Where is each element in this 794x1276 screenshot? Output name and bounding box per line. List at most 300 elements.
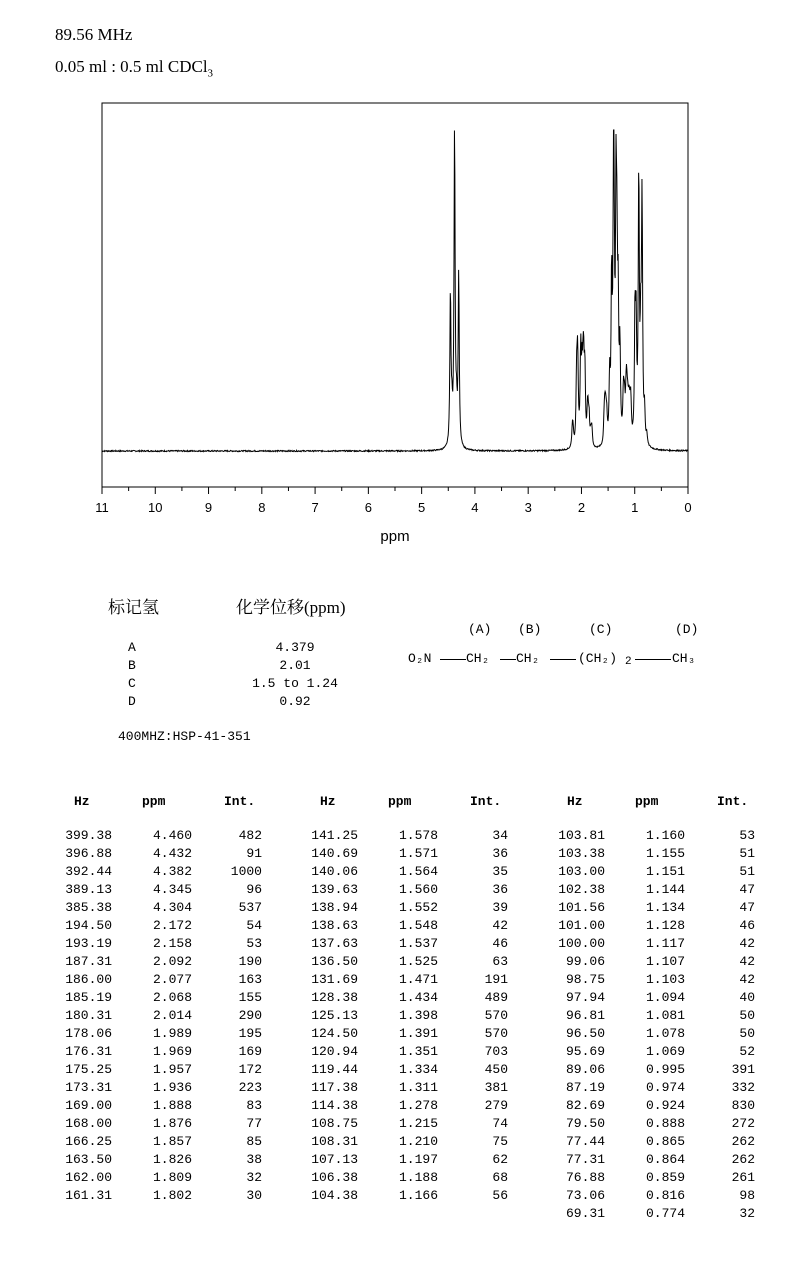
x-axis-tick-labels bbox=[95, 500, 691, 515]
peak-hz: 141.25 bbox=[311, 828, 358, 843]
peak-hz: 187.31 bbox=[65, 954, 112, 969]
peak-row bbox=[52, 954, 272, 972]
peak-intensity: 381 bbox=[484, 1080, 508, 1095]
peak-row bbox=[52, 972, 272, 990]
peak-hz: 108.75 bbox=[311, 1116, 358, 1131]
peak-ppm: 1.311 bbox=[398, 1080, 438, 1095]
peak-hz: 96.50 bbox=[565, 1026, 605, 1041]
peak-ppm: 4.432 bbox=[152, 846, 192, 861]
peak-ppm: 1.078 bbox=[645, 1026, 685, 1041]
peak-intensity: 51 bbox=[739, 864, 755, 879]
peak-row bbox=[298, 918, 518, 936]
peak-hz: 396.88 bbox=[65, 846, 112, 861]
peak-ppm: 1.525 bbox=[398, 954, 438, 969]
peak-table-header: Int. bbox=[717, 794, 749, 809]
peak-row bbox=[52, 1170, 272, 1188]
tick-label: 10 bbox=[148, 500, 163, 515]
peak-table-column bbox=[298, 828, 518, 1206]
peak-row bbox=[52, 1008, 272, 1026]
peak-intensity: 51 bbox=[739, 846, 755, 861]
peak-row bbox=[545, 1026, 765, 1044]
peak-ppm: 4.345 bbox=[152, 882, 192, 897]
peak-row bbox=[298, 1152, 518, 1170]
peak-ppm: 1.564 bbox=[398, 864, 438, 879]
peak-row bbox=[545, 1152, 765, 1170]
structure-bond bbox=[440, 659, 466, 660]
peak-row bbox=[298, 1098, 518, 1116]
peak-table-column bbox=[545, 828, 765, 1224]
peak-row bbox=[298, 1188, 518, 1206]
peak-row bbox=[298, 954, 518, 972]
peak-row bbox=[545, 972, 765, 990]
peak-intensity: 332 bbox=[731, 1080, 755, 1095]
peak-row bbox=[52, 1044, 272, 1062]
peak-hz: 107.13 bbox=[311, 1152, 358, 1167]
peak-ppm: 1.578 bbox=[398, 828, 438, 843]
peak-hz: 131.69 bbox=[311, 972, 358, 987]
peak-hz: 137.63 bbox=[311, 936, 358, 951]
peak-intensity: 83 bbox=[246, 1098, 262, 1113]
peak-row bbox=[545, 900, 765, 918]
peak-intensity: 537 bbox=[238, 900, 262, 915]
peak-row bbox=[298, 864, 518, 882]
peak-ppm: 1.334 bbox=[398, 1062, 438, 1077]
peak-hz: 87.19 bbox=[565, 1080, 605, 1095]
peak-row bbox=[52, 828, 272, 846]
peak-ppm: 4.382 bbox=[152, 864, 192, 879]
peak-hz: 102.38 bbox=[558, 882, 605, 897]
assignment-shift: 1.5 to 1.24 bbox=[252, 676, 338, 691]
peak-ppm: 1.278 bbox=[398, 1098, 438, 1113]
peak-ppm: 1.809 bbox=[152, 1170, 192, 1185]
peak-row bbox=[545, 1008, 765, 1026]
peak-hz: 139.63 bbox=[311, 882, 358, 897]
peak-hz: 120.94 bbox=[311, 1044, 358, 1059]
peak-intensity: 47 bbox=[739, 900, 755, 915]
peak-hz: 77.31 bbox=[565, 1152, 605, 1167]
peak-hz: 103.81 bbox=[558, 828, 605, 843]
peak-hz: 193.19 bbox=[65, 936, 112, 951]
peak-hz: 392.44 bbox=[65, 864, 112, 879]
peak-row bbox=[298, 846, 518, 864]
peak-hz: 101.00 bbox=[558, 918, 605, 933]
peak-ppm: 0.995 bbox=[645, 1062, 685, 1077]
peak-table-header: Hz bbox=[74, 794, 90, 809]
peak-hz: 117.38 bbox=[311, 1080, 358, 1095]
peak-intensity: 262 bbox=[731, 1134, 755, 1149]
peak-row bbox=[298, 936, 518, 954]
peak-intensity: 391 bbox=[731, 1062, 755, 1077]
peak-row bbox=[298, 828, 518, 846]
peak-hz: 185.19 bbox=[65, 990, 112, 1005]
peak-ppm: 1.802 bbox=[152, 1188, 192, 1203]
peak-intensity: 272 bbox=[731, 1116, 755, 1131]
spectrum-trace bbox=[102, 129, 688, 451]
peak-ppm: 1.936 bbox=[152, 1080, 192, 1095]
peak-ppm: 1.094 bbox=[645, 990, 685, 1005]
peak-hz: 103.00 bbox=[558, 864, 605, 879]
peak-intensity: 830 bbox=[731, 1098, 755, 1113]
assignment-label: C bbox=[128, 676, 136, 691]
peak-intensity: 1000 bbox=[230, 864, 262, 879]
structure-group-ch2-b: CH₂ bbox=[516, 651, 540, 666]
peak-intensity: 190 bbox=[238, 954, 262, 969]
peak-intensity: 32 bbox=[739, 1206, 755, 1221]
peak-row bbox=[52, 864, 272, 882]
peak-hz: 176.31 bbox=[65, 1044, 112, 1059]
peak-row bbox=[298, 1044, 518, 1062]
tick-label: 4 bbox=[471, 500, 479, 515]
peak-hz: 194.50 bbox=[65, 918, 112, 933]
peak-row bbox=[298, 1134, 518, 1152]
peak-ppm: 0.924 bbox=[645, 1098, 685, 1113]
peak-ppm: 1.351 bbox=[398, 1044, 438, 1059]
peak-ppm: 1.188 bbox=[398, 1170, 438, 1185]
peak-intensity: 91 bbox=[246, 846, 262, 861]
peak-intensity: 191 bbox=[484, 972, 508, 987]
peak-row bbox=[52, 1026, 272, 1044]
peak-ppm: 1.128 bbox=[645, 918, 685, 933]
structure-subscript: 2 bbox=[625, 656, 632, 668]
peak-hz: 385.38 bbox=[65, 900, 112, 915]
peak-intensity: 42 bbox=[739, 936, 755, 951]
tick-label: 11 bbox=[95, 500, 109, 515]
peak-ppm: 1.826 bbox=[152, 1152, 192, 1167]
peak-ppm: 1.151 bbox=[645, 864, 685, 879]
peak-intensity: 42 bbox=[739, 954, 755, 969]
structure-label-d: (D) bbox=[675, 622, 699, 637]
peak-intensity: 50 bbox=[739, 1026, 755, 1041]
structure-bond bbox=[500, 659, 516, 660]
peak-row bbox=[545, 1080, 765, 1098]
sample-description-subscript: 3 bbox=[207, 67, 214, 80]
peak-hz: 69.31 bbox=[565, 1206, 605, 1221]
peak-ppm: 1.134 bbox=[645, 900, 685, 915]
peak-hz: 125.13 bbox=[311, 1008, 358, 1023]
peak-hz: 161.31 bbox=[65, 1188, 112, 1203]
header-chemical-shift: 化学位移(ppm) bbox=[236, 598, 346, 617]
peak-ppm: 1.391 bbox=[398, 1026, 438, 1041]
tick-label: 5 bbox=[418, 500, 426, 515]
peak-hz: 114.38 bbox=[311, 1098, 358, 1113]
peak-intensity: 53 bbox=[739, 828, 755, 843]
assignment-label: B bbox=[128, 658, 136, 673]
peak-ppm: 2.172 bbox=[152, 918, 192, 933]
peak-row bbox=[52, 1152, 272, 1170]
peak-intensity: 77 bbox=[246, 1116, 262, 1131]
peak-intensity: 68 bbox=[492, 1170, 508, 1185]
peak-row bbox=[545, 882, 765, 900]
peak-hz: 186.00 bbox=[65, 972, 112, 987]
peak-row bbox=[545, 1062, 765, 1080]
peak-ppm: 1.857 bbox=[152, 1134, 192, 1149]
peak-hz: 389.13 bbox=[65, 882, 112, 897]
peak-row bbox=[298, 972, 518, 990]
peak-row bbox=[52, 1098, 272, 1116]
peak-hz: 138.63 bbox=[311, 918, 358, 933]
peak-hz: 98.75 bbox=[565, 972, 605, 987]
peak-ppm: 0.974 bbox=[645, 1080, 685, 1095]
tick-label: 9 bbox=[204, 500, 213, 515]
structure-group-ch3: CH₃ bbox=[672, 651, 696, 666]
peak-intensity: 34 bbox=[492, 828, 508, 843]
peak-ppm: 0.816 bbox=[645, 1188, 685, 1203]
structure-label-b: (B) bbox=[518, 622, 542, 637]
peak-ppm: 1.069 bbox=[645, 1044, 685, 1059]
peak-row bbox=[545, 918, 765, 936]
peak-row bbox=[298, 882, 518, 900]
peak-intensity: 75 bbox=[492, 1134, 508, 1149]
peak-intensity: 223 bbox=[238, 1080, 262, 1095]
peak-hz: 76.88 bbox=[565, 1170, 605, 1185]
peak-intensity: 36 bbox=[492, 882, 508, 897]
peak-row bbox=[298, 1080, 518, 1098]
peak-hz: 173.31 bbox=[65, 1080, 112, 1095]
structure-bond bbox=[635, 659, 671, 660]
peak-hz: 77.44 bbox=[565, 1134, 605, 1149]
peak-intensity: 36 bbox=[492, 846, 508, 861]
tick-label: 3 bbox=[524, 500, 532, 515]
peak-intensity: 279 bbox=[484, 1098, 508, 1113]
peak-row bbox=[545, 936, 765, 954]
peak-table-header: ppm bbox=[635, 794, 659, 809]
peak-row bbox=[298, 1026, 518, 1044]
structure-group-ch2-c: (CH₂) bbox=[578, 651, 618, 666]
tick-label: 8 bbox=[258, 500, 266, 515]
peak-ppm: 1.560 bbox=[398, 882, 438, 897]
peak-hz: 169.00 bbox=[65, 1098, 112, 1113]
peak-intensity: 40 bbox=[739, 990, 755, 1005]
tick-label: 1 bbox=[631, 500, 639, 515]
peak-intensity: 39 bbox=[492, 900, 508, 915]
peak-table-header: Int. bbox=[224, 794, 256, 809]
structure-label-a: (A) bbox=[468, 622, 492, 637]
peak-intensity: 570 bbox=[484, 1026, 508, 1041]
peak-row bbox=[298, 900, 518, 918]
peak-row bbox=[545, 1170, 765, 1188]
tick-label: 0 bbox=[684, 500, 692, 515]
peak-intensity: 290 bbox=[238, 1008, 262, 1023]
peak-intensity: 489 bbox=[484, 990, 508, 1005]
peak-hz: 180.31 bbox=[65, 1008, 112, 1023]
peak-row bbox=[52, 1188, 272, 1206]
peak-intensity: 52 bbox=[739, 1044, 755, 1059]
peak-intensity: 50 bbox=[739, 1008, 755, 1023]
peak-ppm: 1.107 bbox=[645, 954, 685, 969]
peak-row bbox=[298, 1062, 518, 1080]
sample-description-text: 0.05 ml : 0.5 ml CDCl bbox=[55, 57, 208, 76]
peak-hz: 162.00 bbox=[65, 1170, 112, 1185]
tick-label: 2 bbox=[577, 500, 586, 515]
peak-intensity: 450 bbox=[484, 1062, 508, 1077]
assignment-label: D bbox=[128, 694, 136, 709]
peak-intensity: 172 bbox=[238, 1062, 262, 1077]
assignment-shift: 4.379 bbox=[275, 640, 315, 655]
peak-ppm: 1.210 bbox=[398, 1134, 438, 1149]
peak-row bbox=[52, 936, 272, 954]
peak-table-header: Hz bbox=[320, 794, 336, 809]
peak-ppm: 2.092 bbox=[152, 954, 192, 969]
peak-row bbox=[52, 1080, 272, 1098]
peak-ppm: 1.957 bbox=[152, 1062, 192, 1077]
peak-row bbox=[545, 990, 765, 1008]
header-labeled-hydrogen: 标记氢 bbox=[108, 598, 159, 617]
peak-ppm: 0.865 bbox=[645, 1134, 685, 1149]
peak-row bbox=[52, 1062, 272, 1080]
peak-ppm: 1.160 bbox=[645, 828, 685, 843]
peak-row bbox=[545, 1134, 765, 1152]
peak-row bbox=[298, 990, 518, 1008]
peak-ppm: 1.537 bbox=[398, 936, 438, 951]
peak-row bbox=[545, 954, 765, 972]
peak-intensity: 261 bbox=[731, 1170, 755, 1185]
peak-row bbox=[298, 1170, 518, 1188]
peak-ppm: 1.166 bbox=[398, 1188, 438, 1203]
peak-ppm: 1.434 bbox=[398, 990, 438, 1005]
peak-ppm: 2.068 bbox=[152, 990, 192, 1005]
peak-ppm: 1.989 bbox=[152, 1026, 192, 1041]
peak-intensity: 570 bbox=[484, 1008, 508, 1023]
peak-intensity: 74 bbox=[492, 1116, 508, 1131]
peak-intensity: 46 bbox=[492, 936, 508, 951]
peak-intensity: 62 bbox=[492, 1152, 508, 1167]
peak-hz: 128.38 bbox=[311, 990, 358, 1005]
peak-row bbox=[545, 1188, 765, 1206]
peak-ppm: 1.888 bbox=[152, 1098, 192, 1113]
peak-intensity: 38 bbox=[246, 1152, 262, 1167]
peak-hz: 103.38 bbox=[558, 846, 605, 861]
assignment-label: A bbox=[128, 640, 136, 655]
peak-hz: 119.44 bbox=[311, 1062, 358, 1077]
peak-hz: 97.94 bbox=[565, 990, 605, 1005]
x-axis-label: ppm bbox=[380, 528, 410, 545]
peak-hz: 82.69 bbox=[565, 1098, 605, 1113]
peak-ppm: 4.460 bbox=[152, 828, 192, 843]
peak-intensity: 42 bbox=[739, 972, 755, 987]
peak-hz: 140.06 bbox=[311, 864, 358, 879]
peak-hz: 108.31 bbox=[311, 1134, 358, 1149]
peak-table-header: Int. bbox=[470, 794, 502, 809]
peak-ppm: 1.548 bbox=[398, 918, 438, 933]
peak-intensity: 42 bbox=[492, 918, 508, 933]
peak-hz: 124.50 bbox=[311, 1026, 358, 1041]
peak-hz: 175.25 bbox=[65, 1062, 112, 1077]
structure-group-ch2-a: CH₂ bbox=[466, 651, 490, 666]
peak-hz: 136.50 bbox=[311, 954, 358, 969]
peak-hz: 100.00 bbox=[558, 936, 605, 951]
peak-row bbox=[52, 882, 272, 900]
peak-ppm: 1.876 bbox=[152, 1116, 192, 1131]
peak-intensity: 63 bbox=[492, 954, 508, 969]
peak-table-column bbox=[52, 828, 272, 1206]
structure-group-nitro: O₂N bbox=[408, 651, 432, 666]
peak-ppm: 1.117 bbox=[645, 936, 685, 951]
peak-hz: 163.50 bbox=[65, 1152, 112, 1167]
peak-ppm: 1.571 bbox=[398, 846, 438, 861]
peak-row bbox=[52, 1134, 272, 1152]
peak-intensity: 163 bbox=[238, 972, 262, 987]
peak-row bbox=[52, 918, 272, 936]
peak-row bbox=[52, 846, 272, 864]
peak-intensity: 32 bbox=[246, 1170, 262, 1185]
spectrometer-frequency: 89.56 MHz bbox=[55, 25, 133, 44]
peak-hz: 168.00 bbox=[65, 1116, 112, 1131]
peak-intensity: 98 bbox=[739, 1188, 755, 1203]
peak-ppm: 1.144 bbox=[645, 882, 685, 897]
peak-hz: 138.94 bbox=[311, 900, 358, 915]
assignment-shift: 0.92 bbox=[279, 694, 311, 709]
peak-row bbox=[52, 990, 272, 1008]
peak-table-header: ppm bbox=[388, 794, 412, 809]
tick-label: 6 bbox=[364, 500, 372, 515]
peak-intensity: 30 bbox=[246, 1188, 262, 1203]
peak-hz: 140.69 bbox=[311, 846, 358, 861]
peak-ppm: 1.081 bbox=[645, 1008, 685, 1023]
peak-ppm: 1.103 bbox=[645, 972, 685, 987]
peak-hz: 79.50 bbox=[565, 1116, 605, 1131]
peak-hz: 104.38 bbox=[311, 1188, 358, 1203]
peak-ppm: 2.014 bbox=[152, 1008, 192, 1023]
peak-hz: 73.06 bbox=[565, 1188, 605, 1203]
peak-intensity: 46 bbox=[739, 918, 755, 933]
peak-ppm: 1.398 bbox=[398, 1008, 438, 1023]
peak-intensity: 56 bbox=[492, 1188, 508, 1203]
peak-ppm: 1.215 bbox=[398, 1116, 438, 1131]
peak-intensity: 85 bbox=[246, 1134, 262, 1149]
plot-frame bbox=[102, 103, 688, 487]
peak-row bbox=[545, 1098, 765, 1116]
peak-hz: 99.06 bbox=[565, 954, 605, 969]
peak-intensity: 169 bbox=[238, 1044, 262, 1059]
peak-intensity: 35 bbox=[492, 864, 508, 879]
peak-intensity: 47 bbox=[739, 882, 755, 897]
peak-ppm: 4.304 bbox=[152, 900, 192, 915]
peak-table-header: ppm bbox=[142, 794, 166, 809]
peak-hz: 399.38 bbox=[65, 828, 112, 843]
peak-row bbox=[545, 864, 765, 882]
peak-row bbox=[52, 1116, 272, 1134]
peak-intensity: 195 bbox=[238, 1026, 262, 1041]
peak-intensity: 703 bbox=[484, 1044, 508, 1059]
peak-ppm: 0.774 bbox=[645, 1206, 685, 1221]
x-axis-ticks bbox=[102, 487, 688, 494]
peak-hz: 101.56 bbox=[558, 900, 605, 915]
peak-intensity: 53 bbox=[246, 936, 262, 951]
peak-ppm: 0.888 bbox=[645, 1116, 685, 1131]
peak-intensity: 155 bbox=[238, 990, 262, 1005]
tick-label: 7 bbox=[311, 500, 319, 515]
peak-hz: 96.81 bbox=[565, 1008, 605, 1023]
peak-ppm: 1.471 bbox=[398, 972, 438, 987]
peak-row bbox=[545, 1116, 765, 1134]
peak-hz: 166.25 bbox=[65, 1134, 112, 1149]
peak-hz: 89.06 bbox=[565, 1062, 605, 1077]
peak-ppm: 1.552 bbox=[398, 900, 438, 915]
peak-intensity: 482 bbox=[238, 828, 262, 843]
structure-label-c: (C) bbox=[589, 622, 613, 637]
peak-ppm: 0.859 bbox=[645, 1170, 685, 1185]
peak-ppm: 1.969 bbox=[152, 1044, 192, 1059]
peak-table-header: Hz bbox=[567, 794, 583, 809]
structure-bond bbox=[550, 659, 576, 660]
peak-ppm: 2.158 bbox=[152, 936, 192, 951]
peak-row bbox=[52, 900, 272, 918]
peak-ppm: 2.077 bbox=[152, 972, 192, 987]
peak-row bbox=[298, 1008, 518, 1026]
source-note: 400MHZ:HSP-41-351 bbox=[118, 729, 251, 744]
peak-ppm: 1.197 bbox=[398, 1152, 438, 1167]
peak-ppm: 1.155 bbox=[645, 846, 685, 861]
